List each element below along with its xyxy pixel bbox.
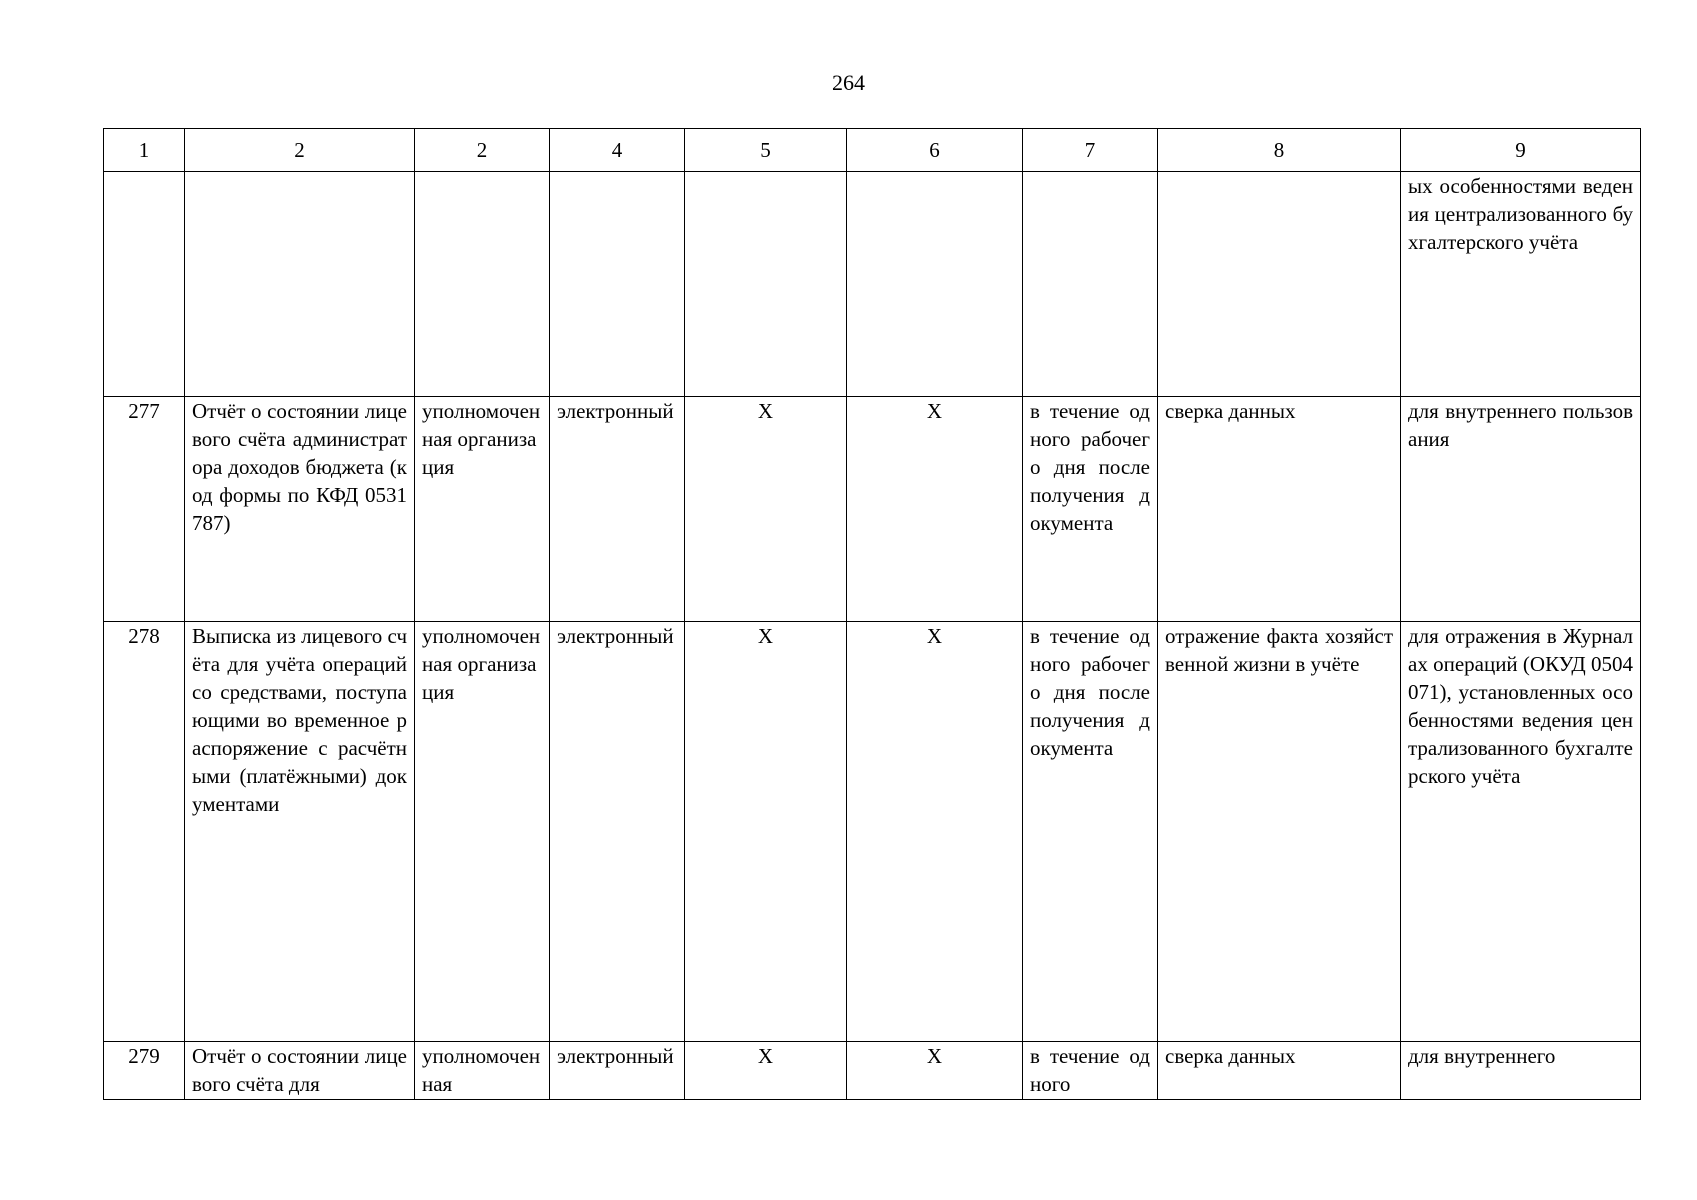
header-cell-4: 4 — [550, 129, 685, 172]
col6-cell: X — [847, 1042, 1023, 1100]
cell-empty — [185, 172, 415, 397]
page-number: 264 — [832, 70, 865, 95]
cell-empty — [550, 172, 685, 397]
row-number-cell: 277 — [104, 397, 185, 622]
col5-cell: X — [685, 622, 847, 1042]
note-cell: для внутреннего пользования — [1401, 397, 1641, 622]
purpose-cell: отражение факта хозяйственной жизни в учёте — [1158, 622, 1401, 1042]
document-name-cell: Отчёт о состоянии лицевого счёта администратора доходов бюджета (код формы по КФД 0531787) — [185, 397, 415, 622]
document-table — [103, 128, 1641, 1100]
term-cell: в течение одного рабочего дня после получения документа — [1023, 397, 1158, 622]
col5-cell: X — [685, 397, 847, 622]
header-cell-1: 1 — [104, 129, 185, 172]
continuation-row — [104, 172, 1641, 397]
cell-empty — [1023, 172, 1158, 397]
responsible-cell: уполномоченная организация — [415, 622, 550, 1042]
purpose-cell: сверка данных — [1158, 1042, 1401, 1100]
header-cell-2: 2 — [185, 129, 415, 172]
row-number-cell: 278 — [104, 622, 185, 1042]
cell-empty — [685, 172, 847, 397]
responsible-cell: уполномоченная организация — [415, 397, 550, 622]
header-cell-3: 2 — [415, 129, 550, 172]
form-cell: электронный — [550, 397, 685, 622]
responsible-cell: уполномоченная — [415, 1042, 550, 1100]
term-cell: в течение одного — [1023, 1042, 1158, 1100]
cell-empty — [104, 172, 185, 397]
cell-empty — [847, 172, 1023, 397]
header-row — [104, 129, 1641, 172]
col6-cell: X — [847, 622, 1023, 1042]
document-name-cell: Отчёт о состоянии лицевого счёта для — [185, 1042, 415, 1100]
table-row-279 — [104, 1042, 1641, 1100]
cell-empty — [415, 172, 550, 397]
row-number-cell: 279 — [104, 1042, 185, 1100]
header-cell-7: 7 — [1023, 129, 1158, 172]
cell-empty — [1158, 172, 1401, 397]
document-name-cell: Выписка из лицевого счёта для учёта операций со средствами, поступающими во временное распоряжение с расчётными (платёжными) документами — [185, 622, 415, 1042]
note-cell: для отражения в Журналах операций (ОКУД 0504071), установленных особенностями ведения централизованного бухгалтерского учёта — [1401, 622, 1641, 1042]
term-cell: в течение одного рабочего дня после получения документа — [1023, 622, 1158, 1042]
header-cell-8: 8 — [1158, 129, 1401, 172]
header-cell-5: 5 — [685, 129, 847, 172]
header-cell-6: 6 — [847, 129, 1023, 172]
table-row-277 — [104, 397, 1641, 622]
form-cell: электронный — [550, 622, 685, 1042]
header-cell-9: 9 — [1401, 129, 1641, 172]
note-cell: для внутреннего — [1401, 1042, 1641, 1100]
note-cell: ых особенностями ведения централизованного бухгалтерского учёта — [1401, 172, 1641, 397]
col6-cell: X — [847, 397, 1023, 622]
purpose-cell: сверка данных — [1158, 397, 1401, 622]
form-cell: электронный — [550, 1042, 685, 1100]
table-row-278 — [104, 622, 1641, 1042]
col5-cell: X — [685, 1042, 847, 1100]
